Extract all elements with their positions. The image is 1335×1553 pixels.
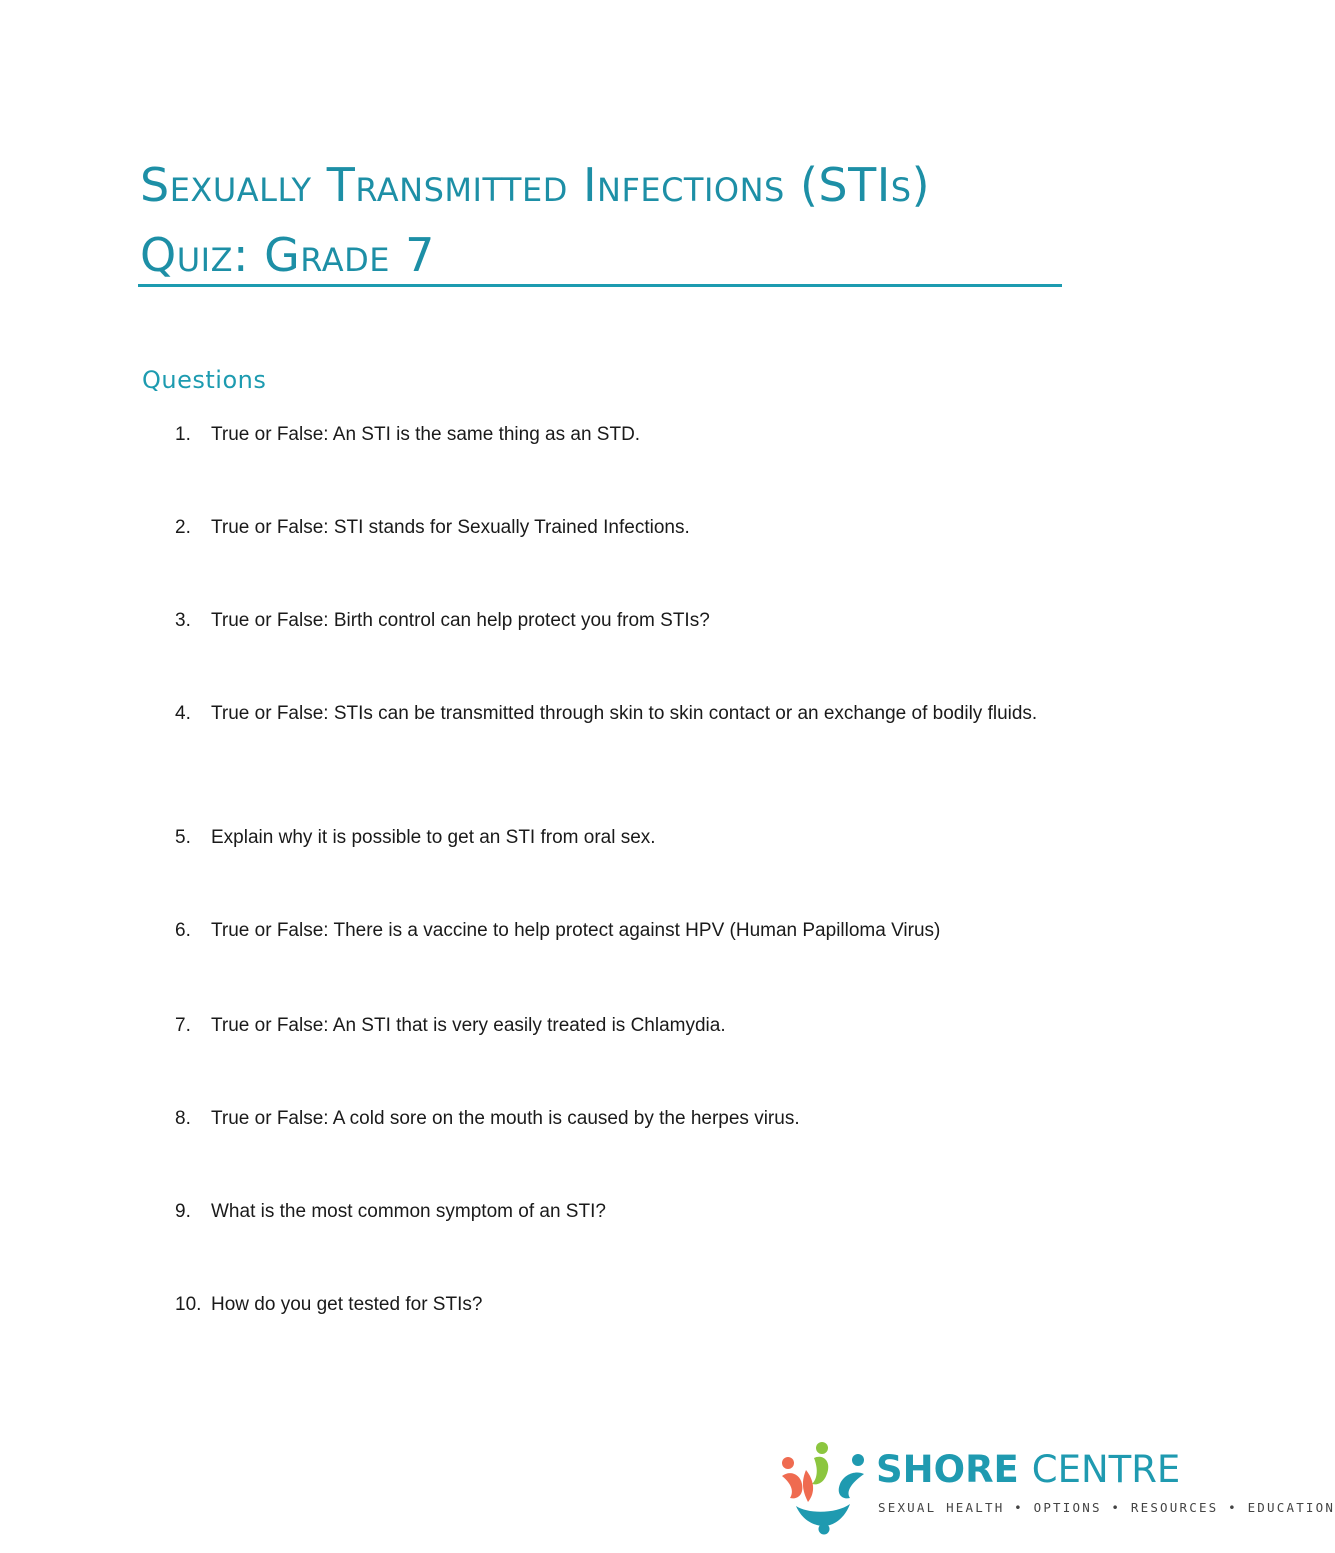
question-item: [175, 915, 1045, 946]
question-number: 4.: [175, 703, 191, 724]
question-item: [175, 1196, 1045, 1227]
question-text: True or False: An STI is the same thing as an STD.: [211, 424, 641, 445]
logo-name-regular: CENTRE: [1031, 1448, 1181, 1491]
title-line-2: Quiz: Grade 7: [140, 228, 435, 282]
question-text: True or False: STIs can be transmitted through skin to skin contact or an exchange of bodily fluids.: [211, 703, 1038, 724]
question-text: True or False: Birth control can help protect you from STIs?: [211, 610, 710, 631]
question-number: 3.: [175, 610, 191, 631]
question-number: 7.: [175, 1015, 191, 1036]
question-number: 10.: [175, 1294, 202, 1315]
page-title: [140, 150, 1060, 290]
question-number: 9.: [175, 1201, 191, 1222]
question-text: True or False: An STI that is very easily treated is Chlamydia.: [211, 1015, 726, 1036]
question-text: What is the most common symptom of an STI?: [211, 1201, 606, 1222]
logo-wordmark: [876, 1448, 1180, 1492]
question-number: 6.: [175, 920, 191, 941]
title-line-1: Sexually Transmitted Infections (STIs): [140, 158, 931, 212]
question-item: [175, 1103, 1045, 1134]
question-item: [175, 698, 1045, 729]
question-text: True or False: There is a vaccine to help protect against HPV (Human Papilloma Virus): [211, 920, 941, 941]
question-text: How do you get tested for STIs?: [211, 1294, 483, 1315]
question-item: [175, 419, 1045, 450]
question-number: 5.: [175, 827, 191, 848]
question-item: [175, 822, 1045, 853]
question-item: [175, 1010, 1045, 1041]
shore-centre-logo: [778, 1440, 1335, 1535]
question-number: 1.: [175, 424, 191, 445]
logo-tagline: SEXUAL HEALTH • OPTIONS • RESOURCES • EDUCATION: [878, 1500, 1335, 1515]
question-text: True or False: STI stands for Sexually Trained Infections.: [211, 517, 690, 538]
logo-name-bold: SHORE: [876, 1448, 1019, 1491]
question-item: [175, 512, 1045, 543]
section-heading: Questions: [142, 366, 267, 394]
question-item: [175, 1289, 1045, 1320]
question-item: [175, 605, 1045, 636]
question-number: 8.: [175, 1108, 191, 1129]
question-text: True or False: A cold sore on the mouth is caused by the herpes virus.: [211, 1108, 800, 1129]
question-number: 2.: [175, 517, 191, 538]
question-text: Explain why it is possible to get an STI from oral sex.: [211, 827, 656, 848]
shore-centre-emblem-icon: [778, 1440, 868, 1535]
title-divider: [138, 284, 1062, 287]
